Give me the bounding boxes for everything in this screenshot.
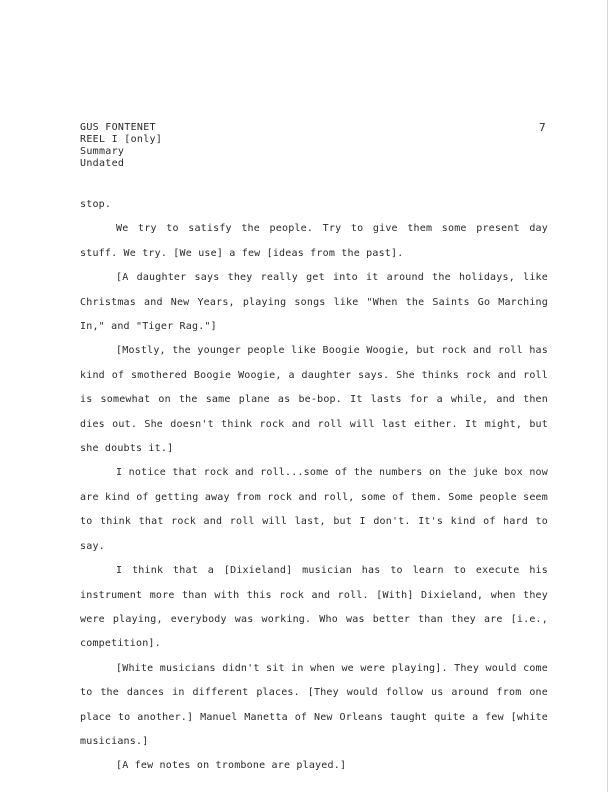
- document-date: Undated: [80, 158, 125, 169]
- page-edge-line: [607, 0, 608, 792]
- interviewee-name: GUS FONTENET: [80, 122, 156, 133]
- reel-label: REEL I [only]: [80, 134, 163, 145]
- paragraph: stop.: [80, 199, 112, 210]
- summary-body: [80, 193, 548, 779]
- paragraph: I notice that rock and roll...some of the numbers on the juke box now are kind of getting away from rock and roll, some of them. Some people seem to think that rock and roll will last, but I don't. It's kind of hard to say.: [80, 467, 548, 552]
- paragraph: We try to satisfy the people. Try to give them some present day stuff. We try. [We use] a few [ideas from the past].: [80, 223, 548, 259]
- document-header: [80, 122, 162, 170]
- document-type: Summary: [80, 146, 125, 157]
- paragraph: [A few notes on trombone are played.]: [116, 760, 347, 772]
- paragraph: [White musicians didn't sit in when we were playing]. They would come to the dances in different places. [They would follow us around from one place to another.] Manuel Manetta of New Orleans taught quite a few [white musicians.]: [80, 662, 548, 747]
- paragraph: [Mostly, the younger people like Boogie Woogie, but rock and roll has kind of smothered Boogie Woogie, a daughter says. She thinks rock and roll is somewhat on the same plane as be-bop. It lasts for a while, and then dies out. She doesn't think rock and roll will last either. It might, but she doubts it.]: [80, 345, 548, 455]
- paragraph: [A daughter says they really get into it around the holidays, like Christmas and New Years, playing songs like "When the Saints Go Marching In," and "Tiger Rag."]: [80, 272, 548, 333]
- paragraph: I think that a [Dixieland] musician has to learn to execute his instrument more than with this rock and roll. [With] Dixieland, when they were playing, everybody was working. Who was better than they are [i.e., competition].: [80, 565, 548, 650]
- page-number: 7: [539, 121, 546, 134]
